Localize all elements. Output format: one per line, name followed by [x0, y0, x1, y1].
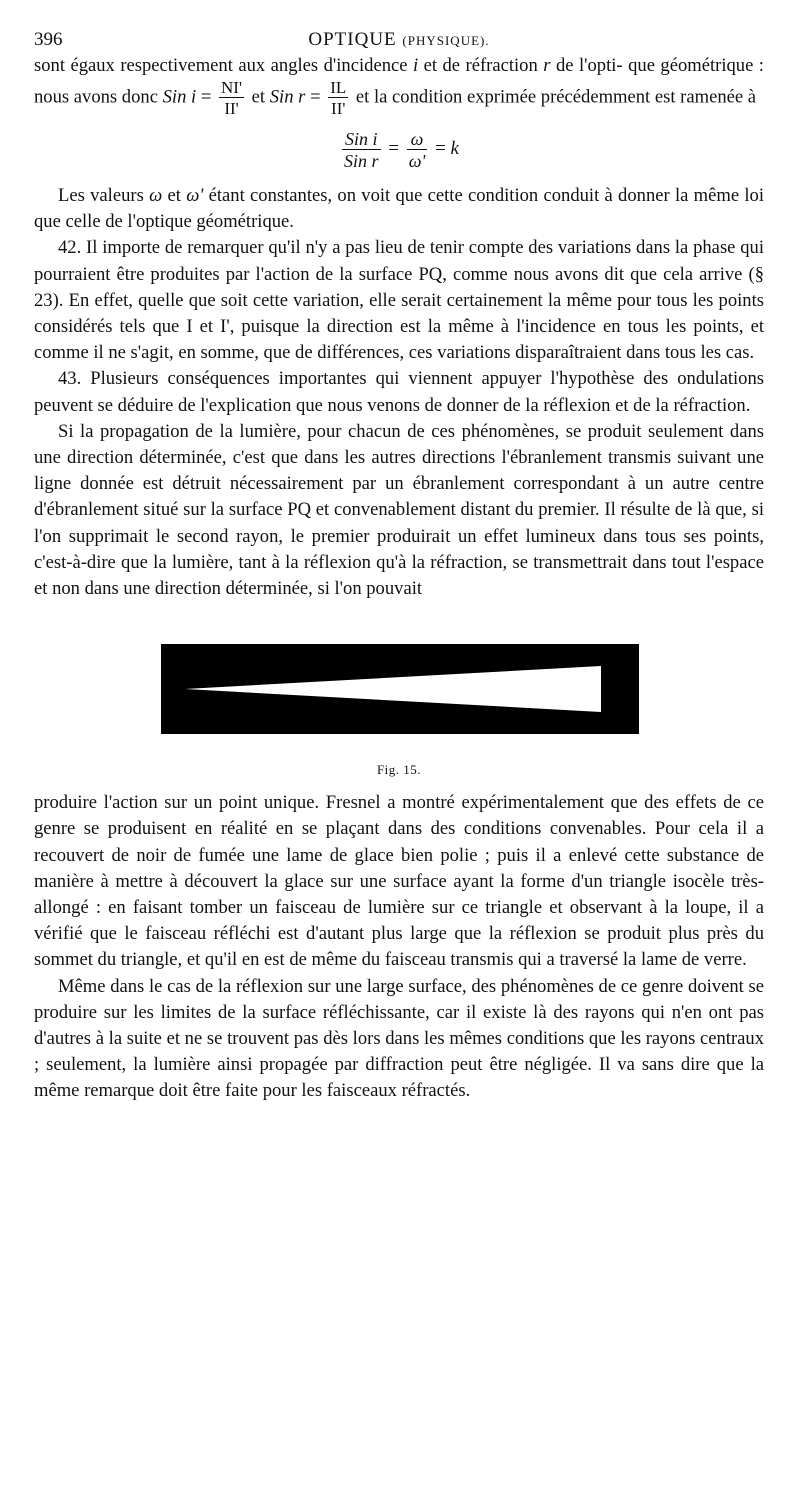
paragraph-43: 43. Plusieurs conséquences importantes qui viennent appuyer l'hypothèse des ondulations peuvent se déduire de l'explication que nous venons de donner de la réflexion et de la réfraction. [34, 368, 764, 416]
page [34, 28, 764, 1105]
constant-k: k [450, 138, 459, 159]
var-omega: ω [149, 185, 163, 206]
var-omega-prime: ω' [186, 185, 204, 206]
paragraph-diffraction: Même dans le cas de la réflexion sur une large surface, des phénomènes de ce genre doivent se produire sur les limites de la surface réfléchissante, car il existe là des rayons qui n'en ont pas d'autres à la suite et ne se trouvent pas dès lors dans les mêmes conditions que les rayons centraux ; seulement, la lumière ainsi propagée par diffraction peut être négligée. Il va sans dire que la même remarque doit être faite pour les faisceaux réfractés. [34, 975, 764, 1102]
fraction-ni-ii [219, 79, 244, 117]
running-title [34, 28, 764, 53]
text-run: et [167, 185, 181, 206]
fraction-denominator: ω' [408, 150, 426, 171]
paragraph-fresnel-experiment: produire l'action sur un point unique. Fresnel a montré expérimentalement que des effets de ce genre se produisent en réalité en se plaçant dans des conditions convenables. Pour cela il a recouvert de noir de fumée une lame de glace bien polie ; puis il a enlevé cette substance de manière à mettre à découvert la glace sur une surface ayant la forme d'un triangle isocèle très-allongé : en faisant tomber un faisceau de lumière sur ce triangle et observant à la loupe, il a vérifié que le faisceau réfléchi est d'autant plus large que la réflexion se produit plus près du sommet du triangle, et qu'il en est de même du faisceau transmis qui a traversé la lame de verre. [34, 792, 764, 971]
sin-r: Sin r [269, 86, 306, 108]
display-equation [34, 123, 764, 175]
equals-sign: = [435, 138, 446, 159]
text-run: sont égaux respectivement aux angles d'incidence [34, 55, 408, 76]
fraction-numerator: Sin i [342, 130, 381, 150]
fraction-sin-ratio [342, 130, 381, 170]
sin-i: Sin i [162, 86, 197, 108]
fraction-denominator: II' [224, 99, 239, 118]
fraction-numerator: NI' [221, 78, 243, 97]
fraction-omega-ratio [407, 130, 428, 170]
var-i: i [412, 55, 419, 76]
fraction-il-ii [328, 79, 348, 117]
text-run: étant constantes, on voit que cette condition conduit à donner la même loi que celle de l'optique géométrique. [34, 185, 764, 233]
running-title-sub: (PHYSIQUE). [402, 33, 490, 48]
figure-15 [34, 644, 764, 824]
paragraph-snell-intro [34, 52, 764, 117]
figure-caption: Fig. 15. [376, 762, 422, 778]
running-title-main: OPTIQUE [308, 29, 397, 50]
equals-sign: = [388, 138, 399, 159]
fraction-numerator: IL [330, 78, 347, 97]
text-run: et de réfraction [423, 55, 538, 76]
equals-sign: = [200, 86, 212, 108]
text-run: et la condition [355, 86, 463, 108]
fraction-denominator: Sin r [344, 150, 379, 171]
fraction-numerator: ω [407, 130, 428, 150]
page-header [34, 28, 764, 52]
paragraph-propagation: Si la propagation de la lumière, pour chacun de ces phénomènes, se produit seulement dans une direction déterminée, c'est que dans les autres directions l'ébranlement transmis suivant une ligne donnée est détruit nécessairement par un ébranlement correspondant à un autre centre d'ébranlement situé sur la surface PQ et convenablement distant du premier. Il résulte de là que, si l'on supprimait le second rayon, le premier produirait un effet lumineux dans tous ses points, c'est-à-dire que la lumière, tant à la réflexion qu'à la réfraction, se transmettrait dans tout l'espace et non dans une direction déterminée, si l'on pouvait [34, 420, 764, 600]
paragraph-42: 42. Il importe de remarquer qu'il n'y a pas lieu de tenir compte des variations dans la phase qui pourraient être produites par l'action de la surface PQ, comme nous avons dit que cela arrive (§ 23). En effet, quelle que soit cette variation, elle serait certainement la même pour tous les points considérés tels que I et I', puisque la direction est la même à l'incidence en tous les points, et comme il ne s'agit, en somme, que de différences, ces variations disparaîtraient dans tous les cas. [34, 237, 764, 364]
text-run: Les valeurs [58, 185, 144, 206]
text-run: que géométrique : nous avons donc [34, 55, 764, 108]
page-number: 396 [34, 29, 63, 50]
fraction-denominator: II' [331, 99, 346, 118]
text-run: et [251, 86, 266, 108]
figure-triangle-diagram [161, 644, 639, 734]
var-r: r [543, 55, 551, 76]
text-run: de l'opti- [555, 55, 623, 76]
paragraph-omega-constant [34, 183, 764, 235]
equals-sign: = [310, 86, 321, 108]
text-run: exprimée précédemment est ramenée à [466, 86, 757, 108]
